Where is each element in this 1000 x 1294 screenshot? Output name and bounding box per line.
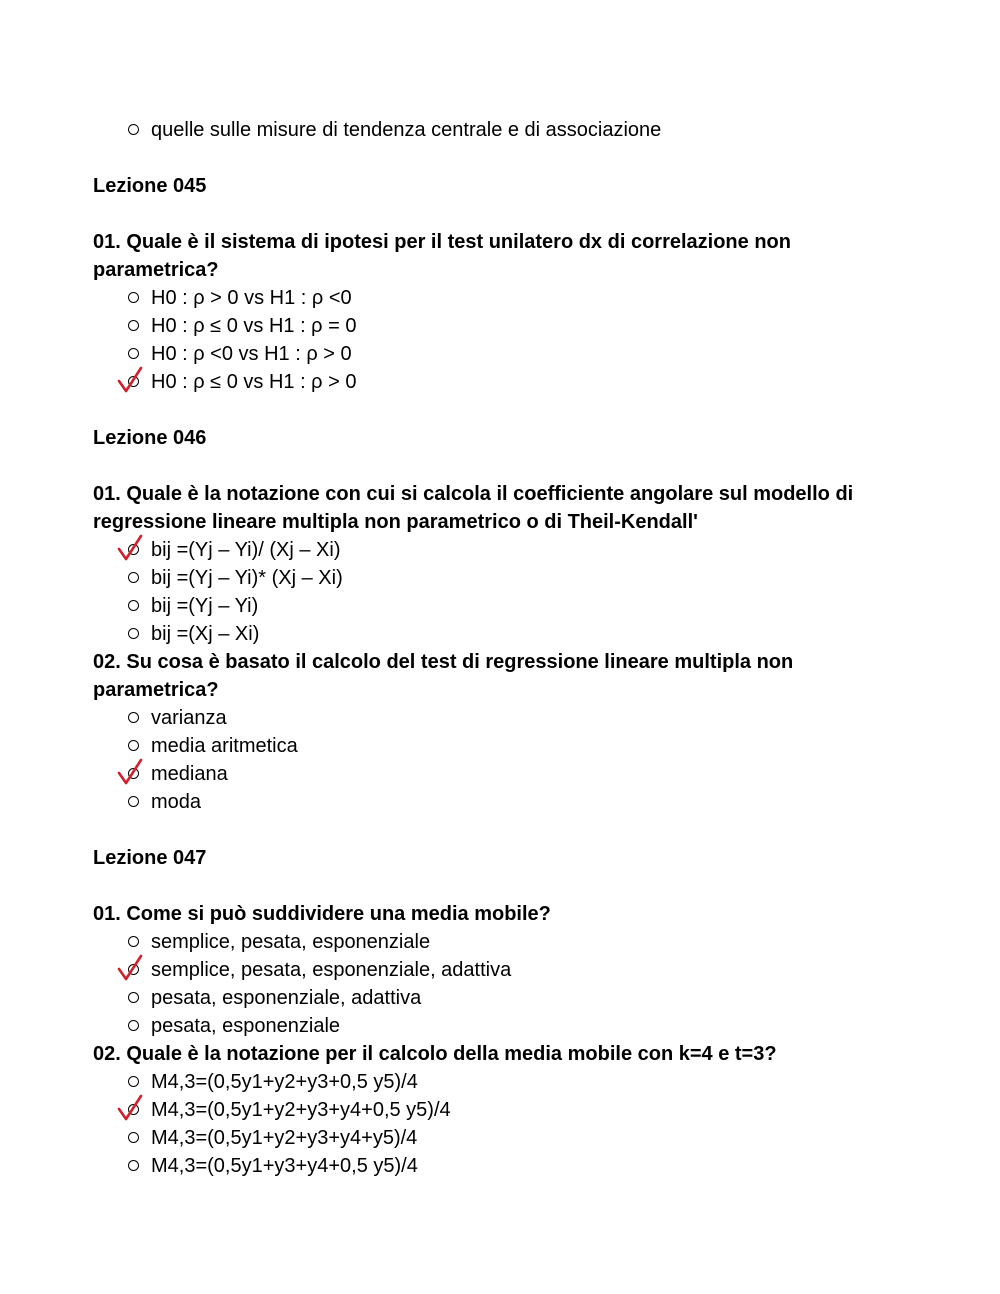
bullet-icon bbox=[123, 592, 143, 620]
bullet-icon bbox=[123, 564, 143, 592]
answer-option bbox=[93, 1068, 913, 1096]
option-text: mediana bbox=[151, 763, 228, 785]
option-text: H0 : ρ ≤ 0 vs H1 : ρ = 0 bbox=[151, 315, 357, 337]
lesson-title: Lezione 047 bbox=[93, 847, 207, 869]
answer-option bbox=[93, 312, 913, 340]
list-item bbox=[93, 116, 913, 144]
option-text: M4,3=(0,5y1+y2+y3+y4+0,5 y5)/4 bbox=[151, 1099, 451, 1121]
answer-option-correct bbox=[93, 956, 913, 984]
option-text: quelle sulle misure di tendenza centrale e di associazione bbox=[151, 119, 662, 141]
answer-option-correct bbox=[93, 760, 913, 788]
option-text: bij =(Yj – Yi) bbox=[151, 595, 259, 617]
options-list bbox=[93, 704, 913, 816]
answer-option bbox=[93, 1124, 913, 1152]
answer-option bbox=[93, 788, 913, 816]
option-text: M4,3=(0,5y1+y2+y3+y4+y5)/4 bbox=[151, 1127, 418, 1149]
answer-option bbox=[93, 704, 913, 732]
option-text: pesata, esponenziale, adattiva bbox=[151, 987, 422, 1009]
document-content bbox=[93, 116, 913, 1180]
option-text: bij =(Yj – Yi)/ (Xj – Xi) bbox=[151, 539, 341, 561]
option-text: semplice, pesata, esponenziale, adattiva bbox=[151, 959, 512, 981]
answer-option bbox=[93, 620, 913, 648]
question-text: 01. Come si può suddividere una media mobile? bbox=[93, 903, 551, 925]
option-text: H0 : ρ ≤ 0 vs H1 : ρ > 0 bbox=[151, 371, 357, 393]
answer-option-correct bbox=[93, 536, 913, 564]
answer-option-correct bbox=[93, 368, 913, 396]
red-check-icon bbox=[116, 756, 144, 786]
answer-option bbox=[93, 928, 913, 956]
bullet-icon bbox=[123, 984, 143, 1012]
question-text: 02. Su cosa è basato il calcolo del test di regressione lineare multipla non parametrica? bbox=[93, 651, 794, 701]
bullet-icon bbox=[123, 1152, 143, 1180]
answer-option bbox=[93, 732, 913, 760]
bullet-icon bbox=[123, 704, 143, 732]
option-text: H0 : ρ <0 vs H1 : ρ > 0 bbox=[151, 343, 352, 365]
red-check-icon bbox=[116, 952, 144, 982]
option-text: media aritmetica bbox=[151, 735, 298, 757]
option-text: bij =(Xj – Xi) bbox=[151, 623, 260, 645]
question-text: 02. Quale è la notazione per il calcolo della media mobile con k=4 e t=3? bbox=[93, 1043, 777, 1065]
option-text: varianza bbox=[151, 707, 227, 729]
options-list bbox=[93, 536, 913, 648]
lesson-title: Lezione 045 bbox=[93, 175, 207, 197]
answer-option bbox=[93, 1012, 913, 1040]
bullet-icon bbox=[123, 284, 143, 312]
answer-option bbox=[93, 1152, 913, 1180]
red-check-icon bbox=[116, 532, 144, 562]
options-list bbox=[93, 1068, 913, 1180]
answer-option bbox=[93, 984, 913, 1012]
option-text: M4,3=(0,5y1+y2+y3+0,5 y5)/4 bbox=[151, 1071, 418, 1093]
answer-option-correct bbox=[93, 1096, 913, 1124]
answer-option bbox=[93, 564, 913, 592]
bullet-icon bbox=[123, 312, 143, 340]
bullet-icon bbox=[123, 788, 143, 816]
option-text: bij =(Yj – Yi)* (Xj – Xi) bbox=[151, 567, 343, 589]
bullet-icon bbox=[123, 1124, 143, 1152]
red-check-icon bbox=[116, 364, 144, 394]
red-check-icon bbox=[116, 1092, 144, 1122]
options-list bbox=[93, 928, 913, 1040]
option-text: M4,3=(0,5y1+y3+y4+0,5 y5)/4 bbox=[151, 1155, 418, 1177]
option-text: pesata, esponenziale bbox=[151, 1015, 341, 1037]
bullet-icon bbox=[123, 620, 143, 648]
bullet-icon bbox=[123, 1012, 143, 1040]
answer-option bbox=[93, 592, 913, 620]
question-text: 01. Quale è la notazione con cui si calcola il coefficiente angolare sul modello di regressione lineare multipla non parametrico o di Theil-Kendall' bbox=[93, 483, 854, 533]
lesson-title: Lezione 046 bbox=[93, 427, 207, 449]
options-list bbox=[93, 284, 913, 396]
answer-option bbox=[93, 340, 913, 368]
option-text: moda bbox=[151, 791, 202, 813]
question-text: 01. Quale è il sistema di ipotesi per il test unilatero dx di correlazione non parametrica? bbox=[93, 231, 791, 281]
bullet-icon bbox=[123, 116, 143, 144]
option-text: H0 : ρ > 0 vs H1 : ρ <0 bbox=[151, 287, 352, 309]
option-text: semplice, pesata, esponenziale bbox=[151, 931, 431, 953]
answer-option bbox=[93, 284, 913, 312]
